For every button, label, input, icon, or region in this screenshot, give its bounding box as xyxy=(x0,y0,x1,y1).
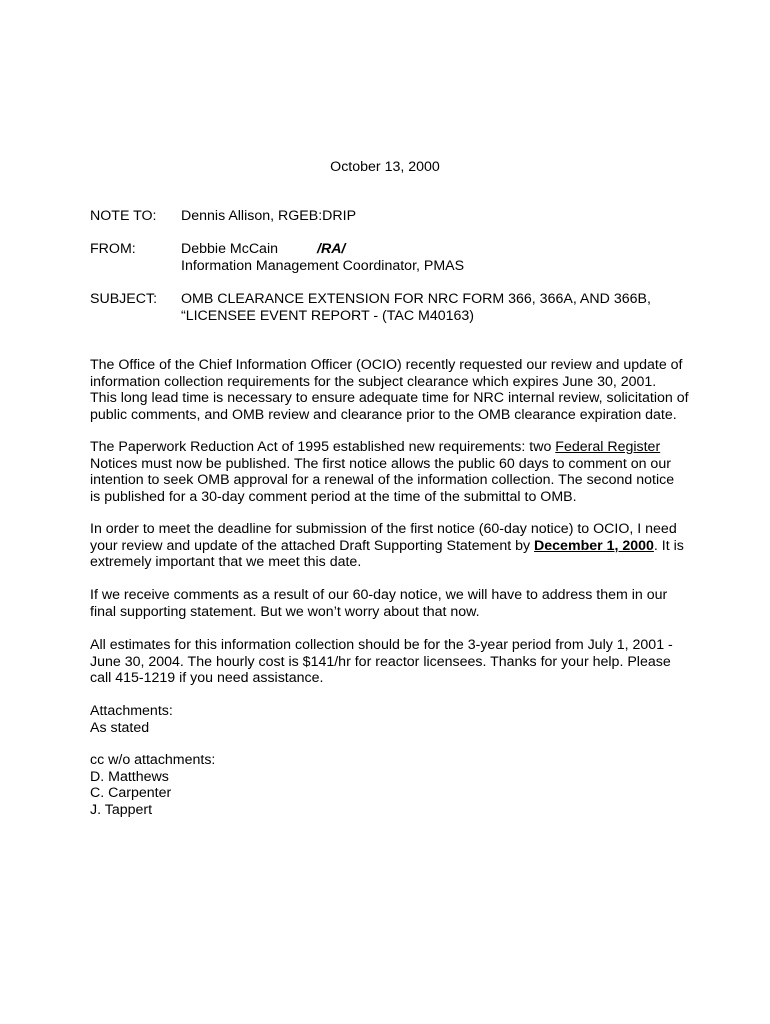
paragraph-line: In order to meet the deadline for submission of the first notice (60-day notice) to OCIO, I need xyxy=(90,521,677,537)
paragraph-line: extremely important that we meet this date. xyxy=(90,554,362,570)
paragraph-line: is published for a 30-day comment period at the time of the submittal to OMB. xyxy=(90,488,577,505)
paragraph-3 xyxy=(90,521,690,571)
paragraph-line: June 30, 2004. The hourly cost is $141/hr for reactor licensees. Thanks for your help. Please xyxy=(90,653,671,670)
paragraph-line xyxy=(90,538,690,555)
paragraph-line: This long lead time is necessary to ensure adequate time for NRC internal review, solicitation of xyxy=(90,390,689,406)
paragraph-line: If we receive comments as a result of our 60-day notice, we will have to address them in our xyxy=(90,587,668,603)
cc-label: cc w/o attachments: xyxy=(90,752,216,768)
note-to-label: NOTE TO: xyxy=(90,208,157,224)
subject-label: SUBJECT: xyxy=(90,291,158,307)
paragraph-line: The Office of the Chief Information Officer (OCIO) recently requested our review and update of xyxy=(90,357,683,373)
attachments-label: Attachments: xyxy=(90,703,173,719)
paragraph-line: All estimates for this information collection should be for the 3-year period from July 1, 2001 - xyxy=(90,637,673,653)
paragraph-line xyxy=(90,439,690,456)
cc-name: C. Carpenter xyxy=(90,785,172,801)
subject-line-1: OMB CLEARANCE EXTENSION FOR NRC FORM 366, 366A, AND 366B, xyxy=(181,291,651,307)
cc-name: J. Tappert xyxy=(90,801,153,818)
cc-name: D. Matthews xyxy=(90,768,169,785)
paragraph-line: final supporting statement. But we won’t worry about that now. xyxy=(90,603,480,620)
paragraph-line: call 415-1219 if you need assistance. xyxy=(90,670,324,686)
note-to-value: Dennis Allison, RGEB:DRIP xyxy=(181,208,357,224)
memo-date: October 13, 2000 xyxy=(330,159,440,175)
paragraph-line: public comments, and OMB review and clearance prior to the OMB clearance expiration date. xyxy=(90,406,677,423)
attachments-block xyxy=(90,703,690,736)
paragraph-line: information collection requirements for the subject clearance which expires June 30, 2001. xyxy=(90,373,657,390)
signature-mark: /RA/ xyxy=(317,241,346,257)
paragraph-5 xyxy=(90,637,690,687)
federal-register-text: Federal Register xyxy=(555,439,661,455)
paragraph-text: your review and update of the attached Draft Supporting Statement by xyxy=(90,537,535,554)
cc-block xyxy=(90,752,690,818)
paragraph-line: intention to seek OMB approval for a renewal of the information collection. The second notice xyxy=(90,472,675,488)
from-title: Information Management Coordinator, PMAS xyxy=(181,258,465,274)
paragraph-line: Notices must now be published. The first notice allows the public 60 days to comment on our xyxy=(90,455,671,472)
attachments-value: As stated xyxy=(90,719,150,736)
paragraph-1 xyxy=(90,357,690,423)
from-name: Debbie McCain xyxy=(181,241,278,257)
paragraph-text: . It is xyxy=(653,537,684,554)
subject-line-2: “LICENSEE EVENT REPORT - (TAC M40163) xyxy=(181,308,475,324)
paragraph-4 xyxy=(90,587,690,620)
from-label: FROM: xyxy=(90,241,136,257)
deadline-date: December 1, 2000 xyxy=(534,537,654,554)
paragraph-2 xyxy=(90,439,690,505)
paragraph-text: The Paperwork Reduction Act of 1995 established new requirements: two xyxy=(90,439,556,455)
